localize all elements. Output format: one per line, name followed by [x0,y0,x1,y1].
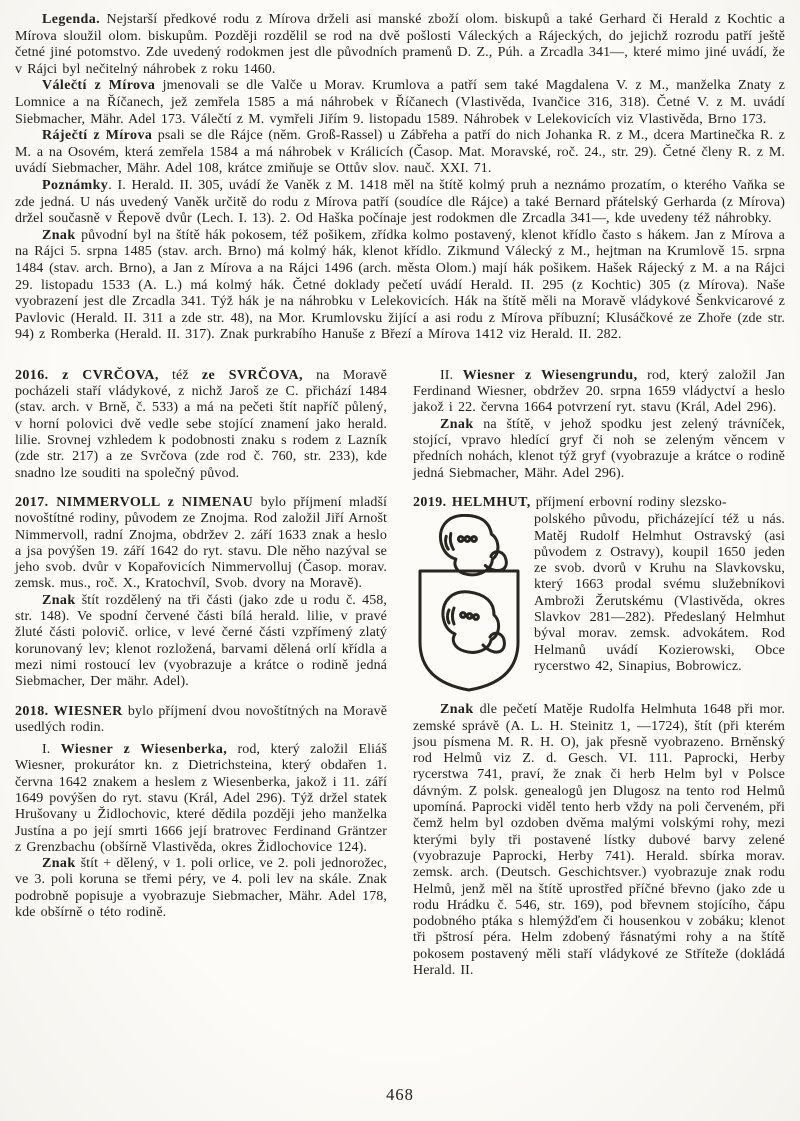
top-section [15,12,785,344]
paragraph-wiesner-1: I. Wiesner z Wiesenberka, rod, který založil Eliáš Wiesner, prokurátor kn. z Dietrichsteina, který obdařen 1. června 1642 znakem a heslem z Wiesenberka, jakož i 11. září 1649 povýšen do ryt. stavu (Král, Adel 296). Týž držel statek Hrušovany u Židlochovic, které dědila později jeho manželka Justína a po její smrti 1666 její bratrovec Ferdinand Gräntzer z Grenzbachu (obšírně Vlastivěda, okres Židlochovice 124). [15,742,387,855]
left-column [15,368,387,979]
coat-of-arms-drawing [413,514,525,698]
paragraph-wiesner-2: II. Wiesner z Wiesengrundu, rod, který založil Jan Ferdinand Wiesner, obdržev 20. srpna 1659 vládyctví a heslo jakož i 22. června 1664 potvrzení ryt. stavu (Král, Adel 296). [413,367,785,416]
paragraph-znak-2019: Znak dle pečetí Matěje Rudolfa Helmhuta 1648 při mor. zemské správě (A. L. H. Steinitz 1, —1724), štít (při kterém jsou písmena M. R. H. O), jak přesně vyobrazeno. Brněnský rod Helmů viz Z. d. Gesch. VI. 111. Paprocki, Herby rycerstwa 741, praví, že znak či herb Helm byl v Polsce dávným. Z polsk. genealogů jen Dlugosz na tento rod Helmů upomíná. Paprocki viděl tento herb vždy na poli červeném, při čemž helm byl ozdoben dvěma malými volskými rohy, mezi kterými byly tři postavené lístky dubové barvy zelené (vyobrazuje Paprocki, Herby 741). Herald. sbírka morav. zemsk. arch. (Deutsch. Geschichtsver.) vyobrazuje znak rodu Helmů, jenž měl na štítě uprostřed příčné břevno (jako zde u rodu Hrádku č. 546, str. 169), pod břevnem stojícího, čápu podobného ptáka s hlemýžďem či housenkou v zobáku; klenot tři pštrosí péra. Helm zdobený řásnatými rohy a na štítě pokosem postavený měli staří vládykové ze Stříteže (dokládá Herald. II. [413,702,785,978]
paragraph-poznamky: Poznámky. I. Herald. II. 305, uvádí že Vaněk z M. 1418 měl na štítě kolmý pruh a neznámo prozatím, o kterého Vaňka se zde jedná. U nás uvedený Vaněk určitě do rodu z Mírova patří (soudíce dle Rájce) a také Bernard přátelský Gerharda (z Mírova) držel současně v Řepově dvůr (Lech. I. 13). 2. Od Haška počínaje jest rodokmen dle Zrcadla 341—, kde uvedeny též náhrobky. [15,177,785,227]
entry-2017-nimmervoll: 2017. NIMMERVOLL z NIMENAU bylo příjmení mladší novoštítné rodiny, původem ze Znojma. Rod založil Jiří Arnošt Nimmervoll, radní Znojma, obdržev 2. září 1633 znak a heslo a jsa povýšen 19. září 1642 do ryt. stavu. Dle něho nazýval se jeho svob. dvůr v Kopařovicích Nimmervolluj (Časop. morav. zemsk. mus., roč. X., Kratochvíl, Svob. dvory na Moravě). [15,494,387,592]
paragraph-znak-2017: Znak štít rozdělený na tři části (jako zde u rodu č. 458, str. 148). Ve spodní červené části bílá herald. lilie, v pravé žluté části polovič. orlice, v levé černé části vzpřímený zlatý korunovaný lev; klenot rozložená, barvami dělená orlí křídla a mezi nimi rostoucí lev (vyobrazuje a krátce o rodině jedná Siebmacher, Der mähr. Adel). [15,592,387,690]
paragraph-znak-mirov: Znak původní byl na štítě hák pokosem, též pošikem, zřídka kolmo postavený, klenot křídlo často s hákem. Jan z Mírova a na Rájci 5. srpna 1485 (stav. arch. Brno) má kolmý hák, klenot křídlo. Zikmund Válecký z M., hejtman na Krumlově 15. srpna 1484 (stav. arch. Brno), a Jan z Mírova a na Rájci 1496 (arch. města Olom.) mají hák pošikem. Hašek Rájecký z M. a na Rájci 29. listopadu 1533 (A. L.) má kolmý hák. Četné doklady pečetí uvádí Herald. II. 295 (z Kochtic) 305 (z Mírova). Naše vyobrazení jest dle Zrcadla 341. Týž hák je na náhrobku v Lelekovicích. Hák na štítě měli na Moravě vládykové Šenkvicarové z Pavlovic (Herald. II. 311 a zde str. 48), na Mor. Krumlovsku žijící a asi rodu z Mírova příbuzní; Klusáčkové ze Zhoře (zde str. 94) z Romberka (Herald. II. 317). Znak purkrabího Hanuše z Březí a Mírova 1412 viz Herald. II. 282. [15,227,785,343]
paragraph-2019-body: polského původu, přicházející též u nás. Matěj Rudolf Helmhut Ostravský (asi původem z Ostravy), koupil 1650 jeden ze svob. dvorů v Kruhu na Slavkovsku, který 1663 prodal svému služebníkovi Ambroži Žerutskému (Vlastivěda, okres Slavkov 281—282). Předeslaný Helmhut býval morav. zemsk. advokátem. Rod Helmanů uvádí Kozierowski, Obce rycerstwo 42, Sinapius, Bobrowicz. [534,512,785,674]
helmhut-coat-of-arms [413,514,525,698]
entry-2016-cvrcova: 2016. z CVRČOVA, též ze SVRČOVA, na Moravě pocházeli staří vládykové, z nichž Jaroš ze C. přichází 1484 (stav. arch. v Brně, č. 533) a má na pečeti štít napříč půlený, v horní polovici dvě vedle sebe stojící znamení jako herald. lilie. Srovnej vzhledem k podobnosti znaku s rodem z Lazník (zde str. 217) a ze Svrčova (zde rod č. 760, str. 233), kde snadno lze souditi na společný původ. [15,367,387,481]
paragraph-znak-wiesner-2: Znak na štítě, v jehož spodku jest zelený trávníček, stojící, vpravo hledící gryf či noh se zeleným věncem v předních nohách, klenot týž gryf (vyobrazuje a krátce o rodině jedná Siebmacher, Mähr. Adel 296). [413,416,785,481]
entry-2018-wiesner: 2018. WIESNER bylo příjmení dvou novoštítných na Moravě usedlých rodin. [15,703,388,735]
paragraph-legenda: Legenda. Nejstarší předkové rodu z Mírova drželi asi manské zboží olom. biskupů a také Gerhard či Herald z Kochtic a Mírova sloužil olom. biskupům. Později rozdělil se rod na dvě pošlosti Váleckých a Rájeckých, do jejichž rozrodu patří ještě četné jiné potomstvo. Zde uvedený rodokmen jest dle původních pramenů D. Z., Púh. a Zrcadla 341—, které mimo jiné uvádí, že v Rájci byl nečitelný náhrobek z roku 1460. [15,12,785,77]
page-number: 468 [386,1085,414,1104]
helmhut-entry-body [413,512,785,979]
right-column [413,368,785,979]
entry-2019-helmhut-heading: 2019. HELMHUT, příjmení erbovní rodiny slezsko- [413,494,727,510]
paragraph-znak-2018: Znak štít + dělený, v 1. poli orlice, ve 2. poli jednorožec, ve 3. poli koruna se třemi péry, ve 4. poli lev na skále. Znak podrobně popisuje a vyobrazuje Siebmacher, Mähr. Adel 178, kde obšírně o této rodině. [15,856,387,921]
paragraph-valecti-z-mirova: Válečtí z Mírova jmenovali se dle Valče u Morav. Krumlova a patří sem také Magdalena V. z M., manželka Znaty z Lomnice a na Říčanech, jež zemřela 1585 a má náhrobek v Říčanech (Vlastivěda, Ivančice 316, 318). Četné V. z M. uvádí Siebmacher, Mähr. Adel 173. Válečtí z M. vymřeli Jiřím 9. listopadu 1589. Náhrobek v Lelekovicích viz Vlastivěda, Brno 173. [15,78,785,127]
two-column-section [15,368,785,979]
paragraph-rajecti-z-mirova: Ráječtí z Mírova psali se dle Rájce (něm. Groß-Rassel) u Zábřeha a patří do nich Johanka R. z M., dcera Martinečka R. z M. a na Osovém, která zemřela 1584 a má náhrobek v Králicích (Časop. Mat. Moravské, roč. 24., str. 29). Četné členy R. z M. uvádí Siebmacher, Mähr. Adel 108, krátce zmiňuje se Ottův slov. nauč. XXI. 71. [15,128,785,177]
